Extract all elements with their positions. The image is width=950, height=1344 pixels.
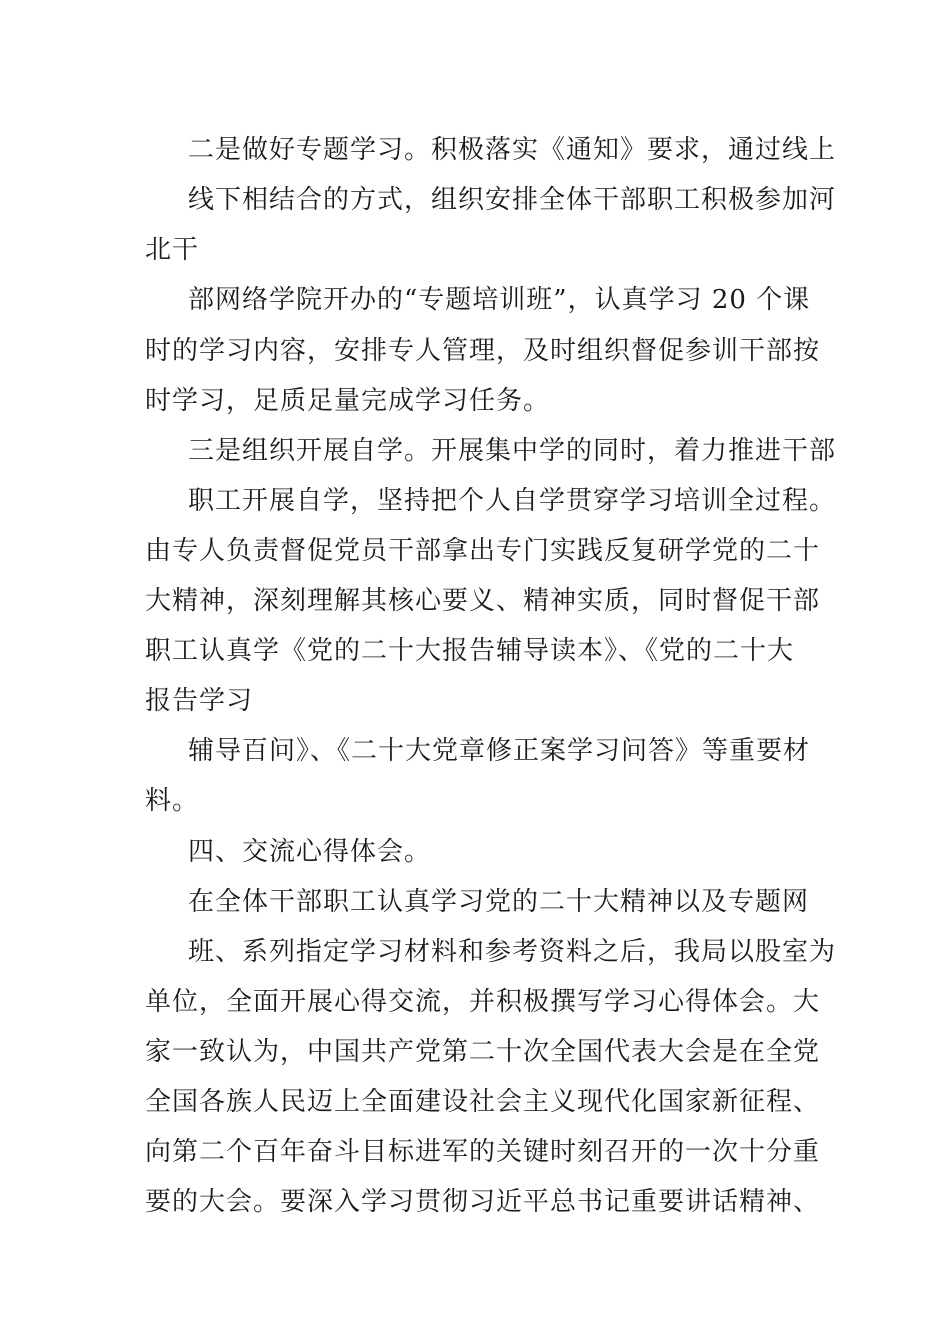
- text-line: 向第二个百年奋斗目标进军的关键时刻召开的一次十分重: [145, 1137, 821, 1167]
- text-line: 在全体干部职工认真学习党的二十大精神以及专题网: [188, 887, 810, 917]
- text-line: 时学习，足质足量完成学习任务。: [145, 386, 551, 416]
- text-line: 料。: [145, 786, 200, 816]
- text-line: 班、系列指定学习材料和参考资料之后，我局以股室为: [188, 937, 837, 967]
- text-line: 部网络学院开办的“专题培训班”，认真学习 20 个课: [188, 285, 811, 315]
- text-line: 三是组织开展自学。开展集中学的同时，着力推进干部: [188, 436, 837, 466]
- section-heading: 四、交流心得体会。: [188, 837, 432, 867]
- text-line: 由专人负责督促党员干部拿出专门实践反复研学党的二十: [145, 536, 821, 566]
- text-line: 辅导百问》、《二十大党章修正案学习问答》等重要材: [188, 736, 811, 766]
- text-line: 大精神，深刻理解其核心要义、精神实质，同时督促干部: [145, 586, 821, 616]
- text-line: 全国各族人民迈上全面建设社会主义现代化国家新征程、: [145, 1087, 821, 1117]
- text-line: 二是做好专题学习。积极落实《通知》要求，通过线上: [188, 135, 837, 165]
- text-line: 要的大会。要深入学习贯彻习近平总书记重要讲话精神、: [145, 1187, 821, 1217]
- text-line: 时的学习内容，安排专人管理，及时组织督促参训干部按: [145, 336, 821, 366]
- text-line: 职工开展自学，坚持把个人自学贯穿学习培训全过程。: [188, 486, 837, 516]
- text-line: 单位，全面开展心得交流，并积极撰写学习心得体会。大: [145, 987, 821, 1017]
- text-line: 家一致认为，中国共产党第二十次全国代表大会是在全党: [145, 1037, 821, 1067]
- text-line: 报告学习: [145, 686, 254, 716]
- text-line: 职工认真学《党的二十大报告辅导读本》、《党的二十大: [145, 636, 795, 666]
- text-line: 北干: [145, 235, 200, 265]
- text-line: 线下相结合的方式，组织安排全体干部职工积极参加河: [188, 185, 837, 215]
